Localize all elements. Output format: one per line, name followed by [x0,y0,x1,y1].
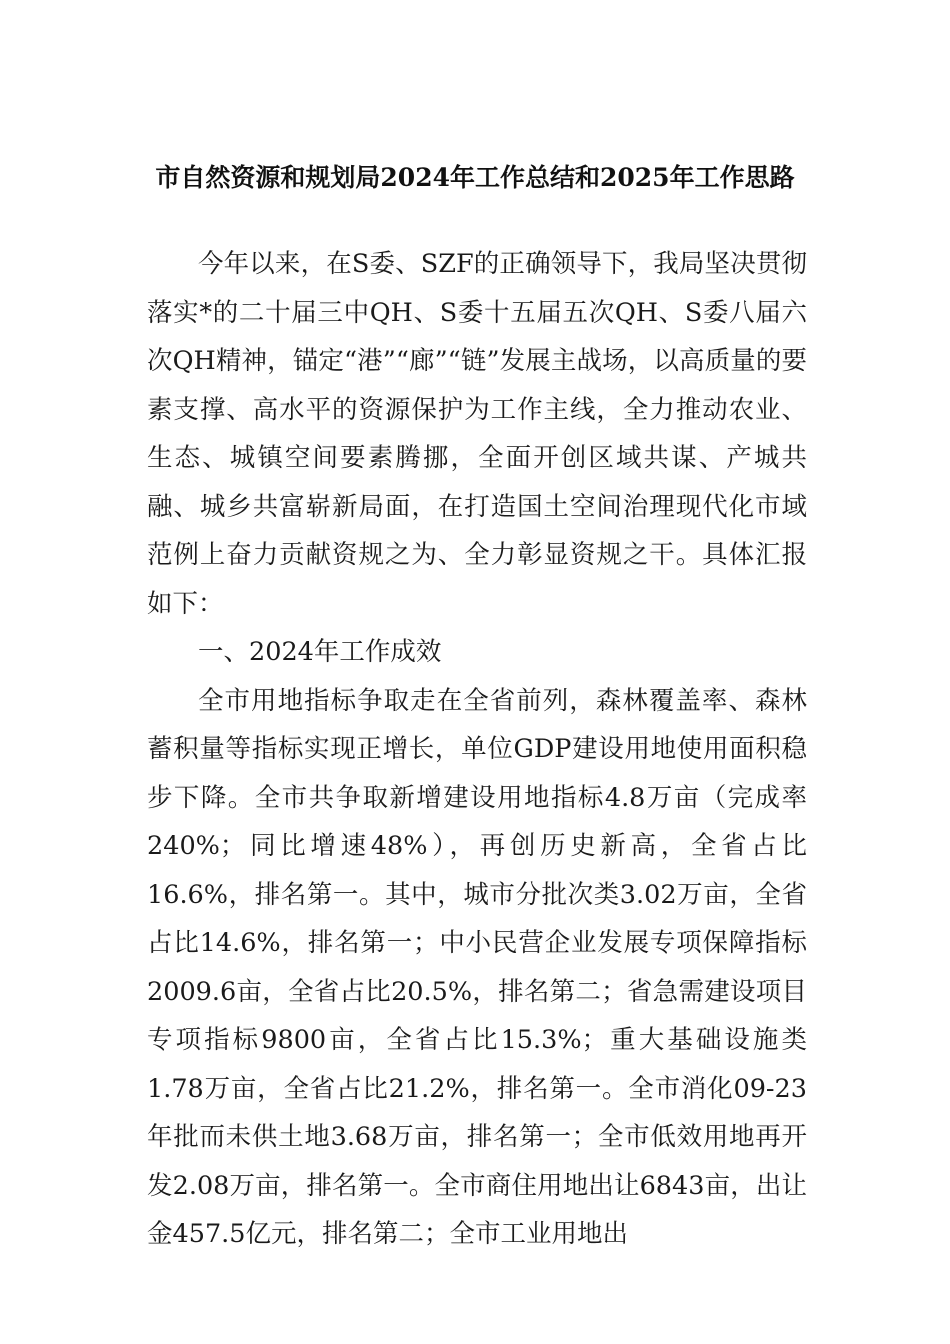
section-heading: 一、2024年工作成效 [198,637,442,667]
document-body [147,240,807,1259]
document-title: 市自然资源和规划局2024年工作总结和2025年工作思路 [155,163,795,192]
intro-paragraph: 今年以来，在S委、SZF的正确领导下，我局坚决贯彻落实*的二十届三中QH、S委十五届五次QH、S委八届六次QH精神，锚定“港”“廊”“链”发展主战场，以高质量的要素支撑、高水平的资源保护为工作主线，全力推动农业、生态、城镇空间要素腾挪，全面开创区域共谋、产城共融、城乡共富崭新局面，在打造国土空间治理现代化市域范例上奋力贡献资规之为、全力彰显资规之干。具体汇报如下： [147,249,807,619]
section-paragraph: 全市用地指标争取走在全省前列，森林覆盖率、森林蓄积量等指标实现正增长，单位GDP建设用地使用面积稳步下降。全市共争取新增建设用地指标4.8万亩（完成率240%；同比增速48%），再创历史新高，全省占比16.6%，排名第一。其中，城市分批次类3.02万亩，全省占比14.6%，排名第一；中小民营企业发展专项保障指标2009.6亩，全省占比20.5%，排名第二；省急需建设项目专项指标9800亩，全省占比15.3%；重大基础设施类1.78万亩，全省占比21.2%，排名第一。全市消化09-23年批而未供土地3.68万亩，排名第一；全市低效用地再开发2.08万亩，排名第一。全市商住用地出让6843亩，出让金457.5亿元，排名第二；全市工业用地出 [147,685,807,1249]
